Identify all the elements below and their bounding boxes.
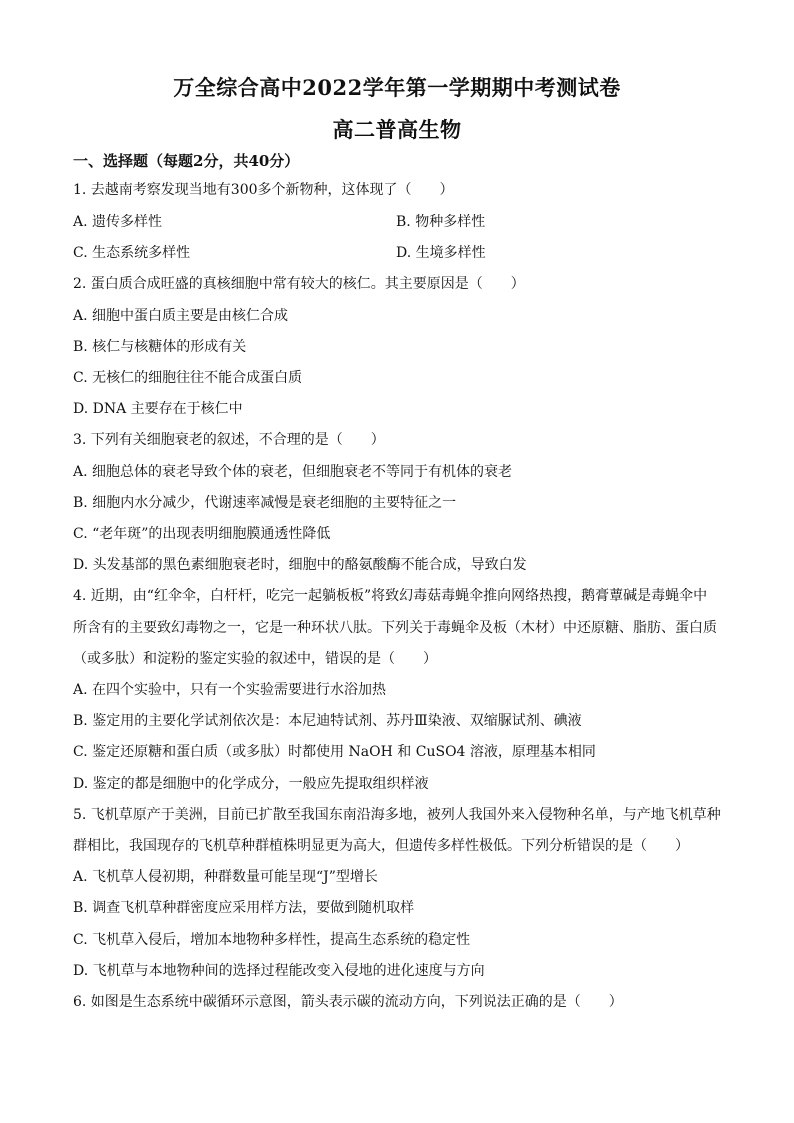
question-2-stem: 2. 蛋白质合成旺盛的真核细胞中常有较大的核仁。其主要原因是（ ） [73, 276, 525, 292]
question-3-option-a: A. 细胞总体的衰老导致个体的衰老，但细胞衰老不等同于有机体的衰老 [73, 464, 513, 480]
question-5-stem-line-2: 群相比，我国现存的飞机草种群植株明显更为高大，但遗传多样性极低。下列分析错误的是（ ） [73, 838, 689, 854]
question-2-option-d: D. DNA 主要存在于核仁中 [73, 401, 243, 417]
question-4-option-b: B. 鉴定用的主要化学试剂依次是：本尼迪特试剂、苏丹Ⅲ染液、双缩脲试剂、碘液 [73, 713, 582, 729]
question-4-stem-line-1: 4. 近期，由“红伞伞，白杆杆，吃完一起躺板板”将致幻毒菇毒蝇伞推向网络热搜，鹅膏蕈碱是毒蝇伞中 [73, 588, 708, 604]
question-5-option-d: D. 飞机草与本地物种间的选择过程能改变入侵地的进化速度与方向 [73, 963, 485, 979]
question-4-option-c: C. 鉴定还原糖和蛋白质（或多肽）时都使用 NaOH 和 CuSO4 溶液，原理基本相同 [73, 744, 596, 760]
section-heading: 一、选择题（每题2分，共40分） [73, 152, 300, 170]
question-4-option-a: A. 在四个实验中，只有一个实验需要进行水浴加热 [73, 682, 387, 698]
question-3-option-c: C. “老年斑”的出现表明细胞膜通透性降低 [73, 526, 331, 542]
question-1-option-c: C. 生态系统多样性 [73, 245, 191, 261]
exam-title: 万全综合高中2022学年第一学期期中考测试卷 [173, 75, 621, 100]
question-3-option-b: B. 细胞内水分减少，代谢速率减慢是衰老细胞的主要特征之一 [73, 495, 457, 511]
question-4-option-d: D. 鉴定的都是细胞中的化学成分，一般应先提取组织样液 [73, 776, 429, 792]
question-5-stem-line-1: 5. 飞机草原产于美洲，目前已扩散至我国东南沿海多地，被列人我国外来入侵物种名单，与产地飞机草种 [73, 807, 721, 823]
question-3-option-d: D. 头发基部的黑色素细胞衰老时，细胞中的酪氨酸酶不能合成，导致白发 [73, 557, 527, 573]
exam-subtitle: 高二普高生物 [332, 117, 462, 142]
question-1-option-d: D. 生境多样性 [396, 245, 486, 261]
question-1-stem: 1. 去越南考察发现当地有300多个新物种，这体现了（ ） [73, 182, 454, 198]
question-4-stem-line-2: 所含有的主要致幻毒物之一，它是一种环状八肽。下列关于毒蝇伞及板（木材）中还原糖、脂肪、蛋白质 [73, 620, 717, 636]
question-1-option-a: A. 遗传多样性 [73, 214, 163, 230]
question-5-option-a: A. 飞机草人侵初期，种群数量可能呈现“J”型增长 [73, 869, 378, 885]
question-2-option-a: A. 细胞中蛋白质主要是由核仁合成 [73, 308, 289, 324]
question-5-option-c: C. 飞机草入侵后，增加本地物种多样性，提高生态系统的稳定性 [73, 932, 471, 948]
question-1-option-b: B. 物种多样性 [396, 214, 486, 230]
question-2-option-c: C. 无核仁的细胞往往不能合成蛋白质 [73, 370, 303, 386]
question-6-stem: 6. 如图是生态系统中碳循环示意图，箭头表示碳的流动方向，下列说法正确的是（ ） [73, 994, 623, 1010]
question-2-option-b: B. 核仁与核糖体的形成有关 [73, 339, 247, 355]
question-3-stem: 3. 下列有关细胞衰老的叙述，不合理的是（ ） [73, 432, 385, 448]
question-4-stem-line-3: （或多肽）和淀粉的鉴定实验的叙述中，错误的是（ ） [73, 651, 437, 667]
question-5-option-b: B. 调查飞机草种群密度应采用样方法，要做到随机取样 [73, 900, 415, 916]
